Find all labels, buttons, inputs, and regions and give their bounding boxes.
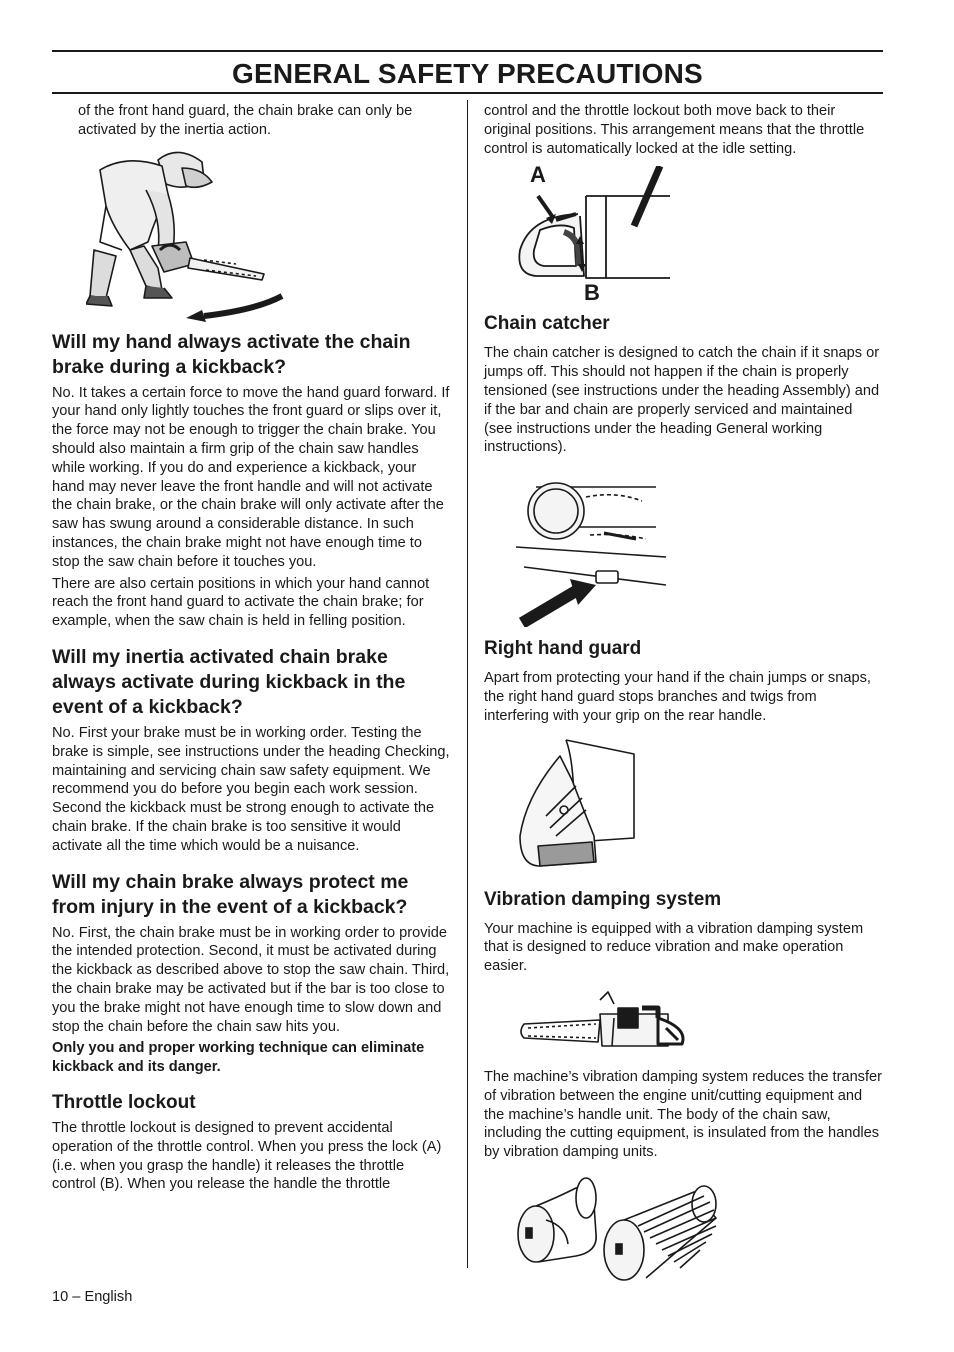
throttle-lockout-paragraph: The throttle lockout is designed to prevent accidental operation of the throttle control. When you press the lock (A) (i.e. when you grasp the handle) it releases the throttle control (B). When you release the handle the throttle xyxy=(52,1119,442,1193)
throttle-continued-paragraph: control and the throttle lockout both move back to their original positions. This arrangement means that the throttle control is automatically locked at the idle setting. xyxy=(484,103,865,157)
vibration-damping-paragraph-1: Your machine is equipped with a vibration damping system that is designed to reduce vibration and make operation easier. xyxy=(484,920,864,975)
q1-heading: Will my hand always activate the chain brake during a kickback? xyxy=(52,330,411,378)
page-footer: 10 – English xyxy=(52,1289,133,1305)
q1-paragraph-2: There are also certain positions in which your hand cannot reach the front hand guard to activate the chain brake; for example, when the saw chain is held in felling position. xyxy=(52,575,430,630)
right-hand-guard-paragraph: Apart from protecting your hand if the chain jumps or snaps, the right hand guard stops branches and twigs from interfering with your grip on the rear handle. xyxy=(484,670,871,724)
column-divider xyxy=(467,100,468,1268)
label-a: A xyxy=(530,162,546,188)
q3-safety-note: Only you and proper working technique can eliminate kickback and its danger. xyxy=(52,1040,425,1076)
q1-paragraph-1: No. It takes a certain force to move the hand guard forward. If your hand only lightly touches the front guard or slips over it, the force may not be enough to trigger the chain brake. You should also maintain a firm grip of the chain saw handles while working. If you do and experience a kickback, your hand may never leave the front handle and will not activate the chain brake, or the chain brake will only activate after the saw has swung around a considerable distance. In such instances, the chain brake might not have enough time to stop the saw chain before it touches you. xyxy=(52,384,450,570)
q3-heading: Will my chain brake always protect me from injury in the event of a kickback? xyxy=(52,870,409,918)
label-b: B xyxy=(584,280,600,306)
vibration-chainsaw-illustration xyxy=(518,988,688,1056)
intro-paragraph: of the front hand guard, the chain brake can only be activated by the inertia action. xyxy=(78,103,413,138)
q2-paragraph-1: No. First your brake must be in working order. Testing the brake is simple, see instructions under the heading Checking, maintaining and servicing chain saw safety equipment. We recommend you do before you begin each work session. Second the kickback must be strong enough to activate the chain brake. If the chain brake is too sensitive it would activate all the time which would be a nuisance. xyxy=(52,724,450,854)
chain-catcher-paragraph: The chain catcher is designed to catch the chain if it snaps or jumps off. This should not happen if the chain is properly tensioned (see instructions under the heading Assembly) and if the bar and chain are properly serviced and maintained (see instructions under the heading General working instructions). xyxy=(484,345,880,456)
left-column xyxy=(52,102,450,1197)
page-title: GENERAL SAFETY PRECAUTIONS xyxy=(232,58,703,89)
chain-catcher-heading: Chain catcher xyxy=(484,313,610,335)
vibration-damping-heading: Vibration damping system xyxy=(484,888,722,910)
page-header xyxy=(52,50,883,94)
throttle-lockout-heading: Throttle lockout xyxy=(52,1091,196,1113)
right-hand-guard-illustration xyxy=(516,736,646,876)
vibration-damping-paragraph-2: The machine’s vibration damping system reduces the transfer of vibration between the engine unit/cutting equipment and the machine’s handle unit. The body of the chain saw, including the cutting equipment, is insulated from the handles by vibration damping units. xyxy=(484,1068,883,1161)
operator-kickback-illustration xyxy=(86,146,286,324)
chain-catcher-illustration xyxy=(516,467,666,627)
vibration-damper-illustration xyxy=(516,1174,726,1284)
right-hand-guard-heading: Right hand guard xyxy=(484,638,642,660)
throttle-lockout-figure xyxy=(510,162,680,306)
q3-paragraph-1: No. First, the chain brake must be in working order to provide the intended protection. Second, it must be activated during the kickback as described above to stop the saw chain. Third, the chain brake may be activated but if the bar is too close to you the brake might not have enough time to slow down and stop the chain before the chain saw hits you. xyxy=(52,924,450,1035)
q2-heading: Will my inertia activated chain brake always activate during kickback in the event of a kickback? xyxy=(52,645,406,718)
right-column xyxy=(484,102,884,1284)
